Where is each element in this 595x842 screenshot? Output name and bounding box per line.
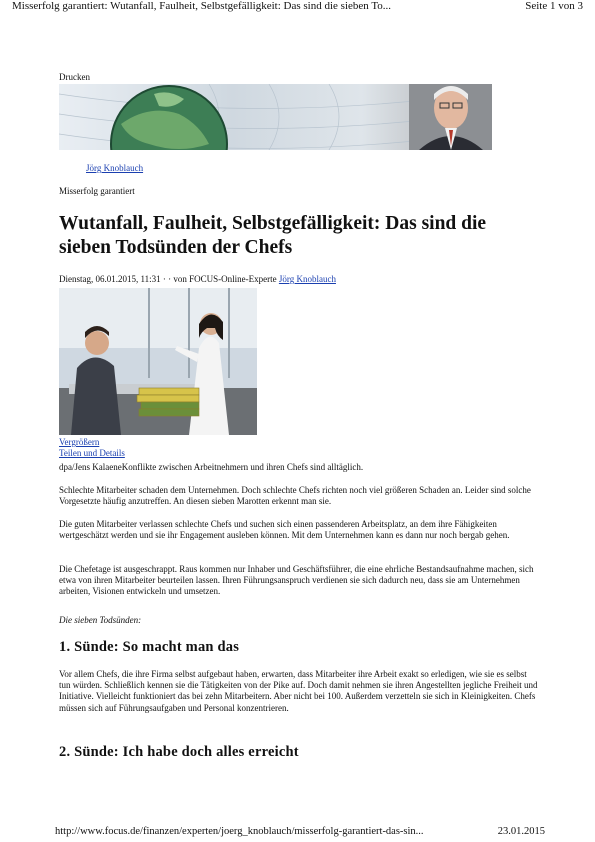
print-header — [12, 0, 583, 12]
print-header-page: Seite 1 von 3 — [525, 0, 583, 12]
byline — [59, 274, 336, 284]
print-footer-date: 23.01.2015 — [497, 826, 545, 837]
byline-author-link[interactable]: Jörg Knoblauch — [278, 274, 336, 284]
section-text-1: Vor allem Chefs, die ihre Firma selbst aufgebaut haben, erwarten, dass Mitarbeiter ihre Arbeit exakt so erledigen, wie sie es selbst tun würden. Schließlich kennen sie die Tätigkeiten von der Pike auf. Doch damit nehmen sie ihren Angestellten jegliche Freiheit und Initiative. Vielleicht funktioniert das bei zehn Mitarbeitern. Aber nicht bei 100. Außerdem verzetteln sie sich in Kleinigkeiten. Chefs müssen sich auf Führungsaufgaben und Personal konzentrieren. — [59, 669, 538, 713]
paragraph-3: Die Chefetage ist ausgeschrappt. Raus kommen nur Inhaber und Geschäftsführer, die eine ehrliche Bestandsaufnahme machen, sich etwa von ihren Mitarbeiter beurteilen lassen. Ihren Führungsanspruch verdienen sie sich dadurch neu, dass sie am Unternehmen arbeiten, Visionen entwickeln und umsetzen. — [59, 564, 534, 597]
print-header-title: Misserfolg garantiert: Wutanfall, Faulheit, Selbstgefälligkeit: Das sind die sieben To... — [12, 0, 392, 12]
print-footer — [55, 826, 545, 837]
byline-date: Dienstag, 06.01.2015, 11:31 · · von FOCUS-Online-Experte — [59, 274, 277, 284]
page-title: Wutanfall, Faulheit, Selbstgefälligkeit: Das sind die sieben Todsünden der Chefs — [59, 213, 487, 258]
article-photo[interactable] — [59, 288, 257, 435]
paragraph-2: Die guten Mitarbeiter verlassen schlechte Chefs und suchen sich einen passenderen Arbeitsplatz, an dem ihre Fähigkeiten wertgeschätzt werden und sie ihr Engagement ausleben können. Mit dem Unternehmen kann es dann nur noch bergab gehen. — [59, 519, 510, 541]
author-banner — [59, 84, 492, 150]
enlarge-link[interactable]: Vergrößern — [59, 437, 100, 447]
print-button[interactable]: Drucken — [59, 72, 90, 82]
section-heading-2: 2. Sünde: Ich habe doch alles erreicht — [59, 744, 299, 760]
photo-caption: dpa/Jens KalaeneKonflikte zwischen Arbeitnehmern und ihren Chefs sind alltäglich. — [59, 462, 364, 472]
photo-links — [59, 437, 125, 459]
paragraph-1: Schlechte Mitarbeiter schaden dem Unternehmen. Doch schlechte Chefs richten noch viel größeren Schaden an. Leider sind solche Vorgesetzte häufig anzutreffen. An diesen sieben Marotten erkennt man sie. — [59, 485, 531, 507]
author-link-banner[interactable]: Jörg Knoblauch — [86, 163, 144, 173]
section-heading-1: 1. Sünde: So macht man das — [59, 639, 240, 655]
office-scene-image — [59, 288, 257, 435]
banner-graphic — [59, 84, 492, 150]
kicker: Misserfolg garantiert — [59, 186, 135, 196]
share-details-link[interactable]: Teilen und Details — [59, 448, 125, 458]
list-intro: Die sieben Todsünden: — [59, 615, 142, 625]
print-footer-url: http://www.focus.de/finanzen/experten/joerg_knoblauch/misserfolg-garantiert-das-sin... — [55, 826, 424, 837]
